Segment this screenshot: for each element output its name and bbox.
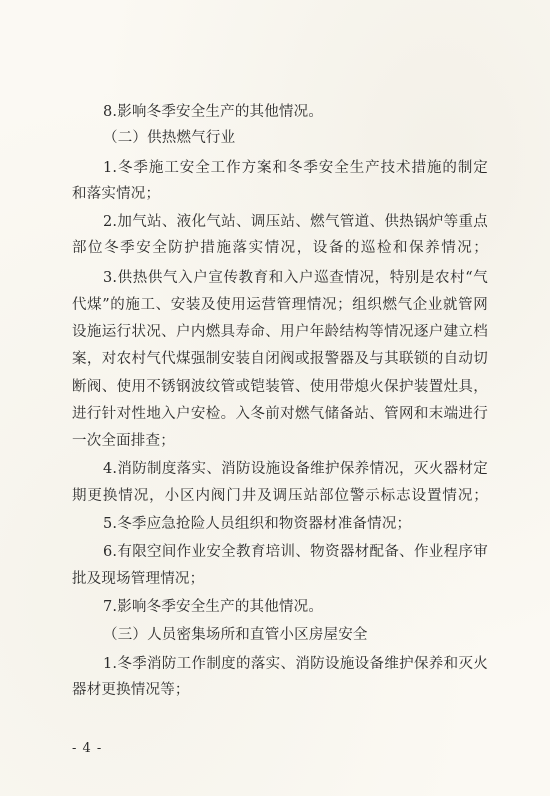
item-3-line-4: 案，对农村气代煤强制安装自闭阀或报警器及与其联锁的自动切 <box>72 351 488 367</box>
item-5: 5.冬季应急抢险人员组织和物资器材准备情况； <box>103 516 412 532</box>
item-2-line-1: 2.加气站、液化气站、调压站、燃气管道、供热锅炉等重点 <box>103 214 488 230</box>
item-2-line-2: 部位冬季安全防护措施落实情况，设备的巡检和保养情况； <box>72 240 488 256</box>
item-4-line-2: 期更换情况，小区内阀门井及调压站部位警示标志设置情况； <box>72 488 488 504</box>
item-3-line-6: 进行针对性地入户安检。入冬前对燃气储备站、管网和末端进行 <box>72 406 488 422</box>
item-6-line-1: 6.有限空间作业安全教育培训、物资器材配备、作业程序审 <box>103 544 488 560</box>
section-heading-3: （三）人员密集场所和直管小区房屋安全 <box>103 627 368 643</box>
item-3-line-3: 设施运行状况、户内燃具寿命、用户年龄结构等情况逐户建立档 <box>72 324 488 340</box>
item-4-line-1: 4.消防制度落实、消防设施设备维护保养情况，灭火器材定 <box>103 461 488 477</box>
item-7: 7.影响冬季安全生产的其他情况。 <box>103 599 324 615</box>
item-3-line-2: 代煤”的施工、安装及使用运营管理情况；组织燃气企业就管网 <box>72 297 488 313</box>
item-3-line-7: 一次全面排查； <box>72 433 175 449</box>
item-1-sec3-line-1: 1.冬季消防工作制度的落实、消防设施设备维护保养和灭火 <box>103 656 488 672</box>
item-1-line-1: 1.冬季施工安全工作方案和冬季安全生产技术措施的制定 <box>103 160 488 176</box>
item-1-line-2: 和落实情况； <box>72 186 161 202</box>
page-number: - 4 - <box>72 741 103 756</box>
item-3-line-1: 3.供热供气入户宣传教育和入户巡查情况，特别是农村“气 <box>103 270 488 286</box>
item-3-line-5: 断阀、使用不锈钢波纹管或铠装管、使用带熄火保护装置灶具， <box>72 379 488 395</box>
section-heading-2: （二）供热燃气行业 <box>103 130 236 146</box>
item-6-line-2: 批及现场管理情况； <box>72 571 205 587</box>
item-8-heat-prev: 8.影响冬季安全生产的其他情况。 <box>103 104 324 120</box>
item-1-sec3-line-2: 器材更换情况等； <box>72 682 190 698</box>
